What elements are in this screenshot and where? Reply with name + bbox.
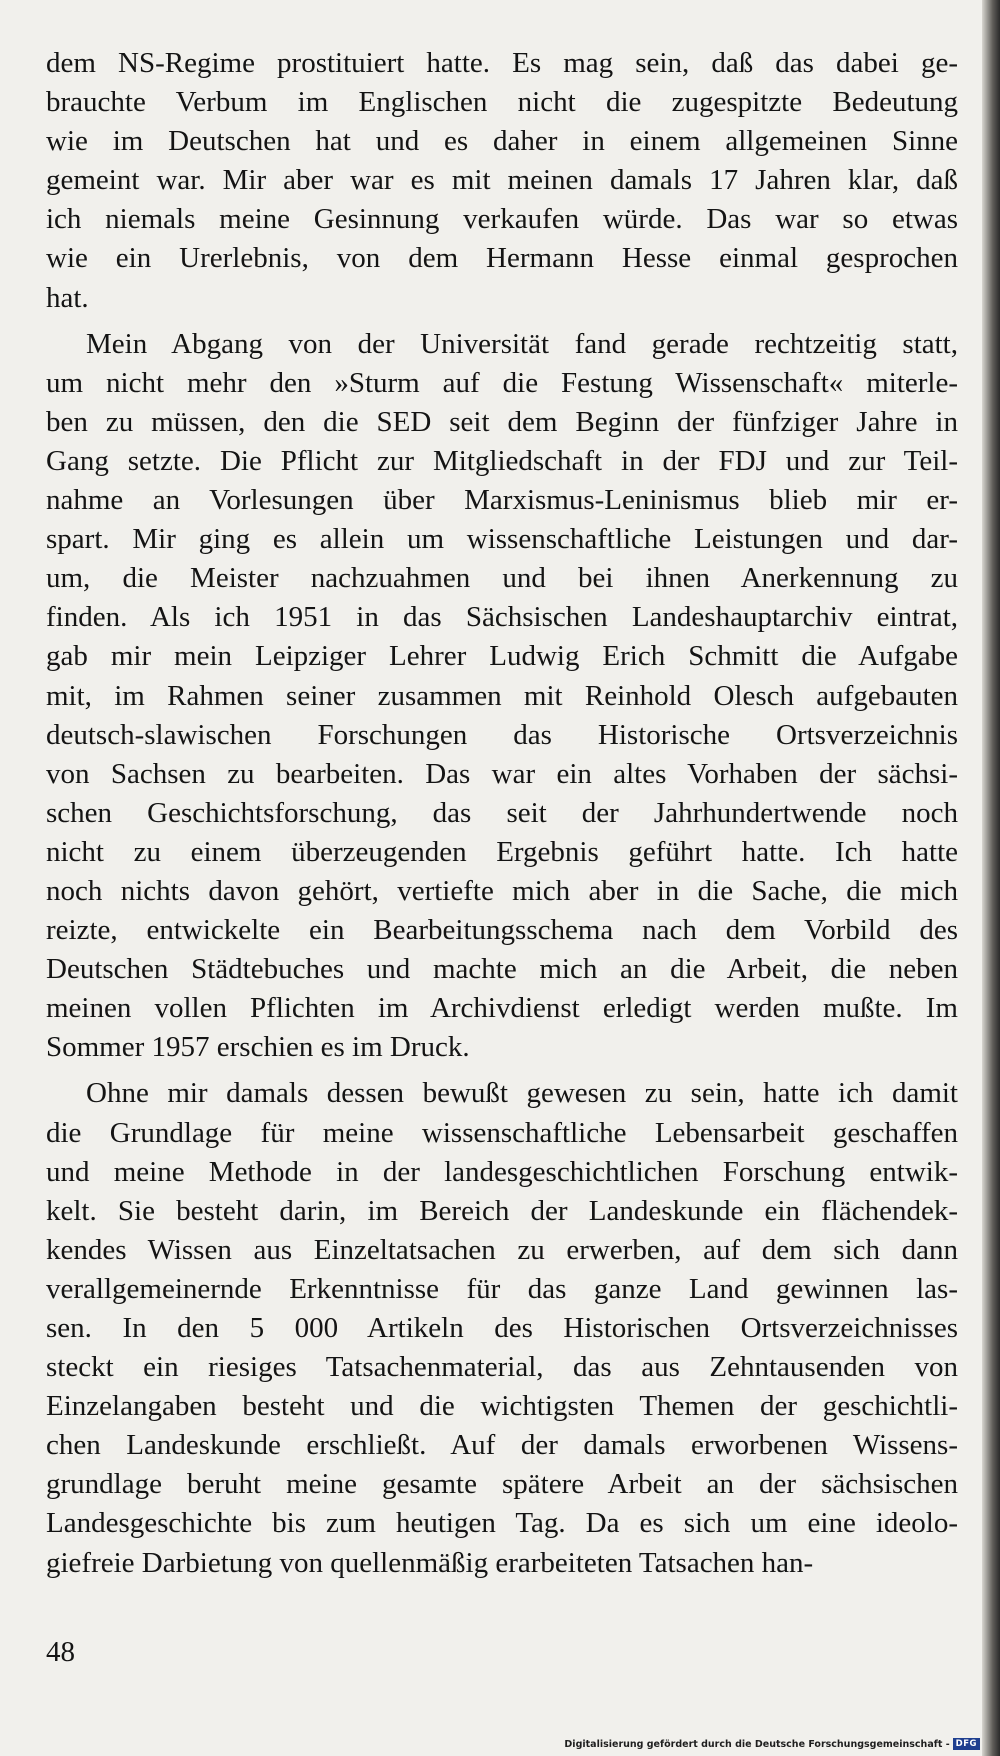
text-line: meinen vollen Pflichten im Archivdienst erledigt werden mußte. Im xyxy=(46,992,958,1025)
text-line: sen. In den 5 000 Artikeln des Historischen Ortsverzeichnisses xyxy=(46,1312,958,1344)
text-line: hat. xyxy=(46,281,89,314)
text-line: um nicht mehr den »Sturm auf die Festung Wissenschaft« miterle- xyxy=(46,366,958,399)
text-line: verallgemeinernde Erkenntnisse für das ganze Land gewinnen las- xyxy=(46,1272,958,1305)
text-line: ben zu müssen, den die SED seit dem Beginn der fünfziger Jahre in xyxy=(46,405,958,438)
text-line: nicht zu einem überzeugenden Ergebnis geführt hatte. Ich hatte xyxy=(46,835,958,868)
dfg-logo: DFG xyxy=(953,1738,980,1750)
paragraph xyxy=(46,1074,958,1582)
text-line: ich niemals meine Gesinnung verkaufen würde. Das war so etwas xyxy=(46,203,958,236)
text-line: chen Landeskunde erschließt. Auf der damals erworbenen Wissens- xyxy=(46,1429,958,1462)
text-line: reizte, entwickelte ein Bearbeitungsschema nach dem Vorbild des xyxy=(46,914,958,947)
text-line: um, die Meister nachzuahmen und bei ihnen Anerkennung zu xyxy=(46,562,958,595)
paragraph-gap xyxy=(46,318,958,325)
text-line: giefreie Darbietung von quellenmäßig erarbeiteten Tatsachen han- xyxy=(46,1546,814,1579)
text-line: schen Geschichtsforschung, das seit der Jahrhundertwende noch xyxy=(46,796,958,829)
text-line: brauchte Verbum im Englischen nicht die zugespitzte Bedeutung xyxy=(46,86,958,119)
text-line: wie ein Urerlebnis, von dem Hermann Hesse einmal gesprochen xyxy=(46,242,958,275)
paragraph xyxy=(46,44,958,318)
paragraph xyxy=(46,325,958,1068)
paragraph-gap xyxy=(46,1067,958,1074)
credit-text: Digitalisierung gefördert durch die Deutsche Forschungsgemeinschaft - xyxy=(564,1738,950,1750)
text-line: finden. Als ich 1951 in das Sächsischen Landeshauptarchiv eintrat, xyxy=(46,601,958,634)
text-line: deutsch-slawischen Forschungen das Historische Ortsverzeichnis xyxy=(46,718,958,751)
text-line: dem NS-Regime prostituiert hatte. Es mag sein, daß das dabei ge- xyxy=(46,47,958,79)
text-line: kelt. Sie besteht darin, im Bereich der Landeskunde ein flächendek- xyxy=(46,1194,958,1227)
text-line: von Sachsen zu bearbeiten. Das war ein altes Vorhaben der sächsi- xyxy=(46,757,958,790)
text-line: die Grundlage für meine wissenschaftliche Lebensarbeit geschaffen xyxy=(46,1116,958,1149)
digitization-credit xyxy=(564,1738,980,1750)
text-body xyxy=(46,44,958,1583)
text-line: Landesgeschichte bis zum heutigen Tag. Da es sich um eine ideolo- xyxy=(46,1507,958,1540)
text-line: grundlage beruht meine gesamte spätere Arbeit an der sächsischen xyxy=(46,1468,958,1501)
text-line: steckt ein riesiges Tatsachenmaterial, das aus Zehntausenden von xyxy=(46,1351,958,1384)
text-line: noch nichts davon gehört, vertiefte mich aber in die Sache, die mich xyxy=(46,874,958,907)
text-line: Ohne mir damals dessen bewußt gewesen zu sein, hatte ich damit xyxy=(86,1077,958,1110)
text-line: spart. Mir ging es allein um wissenschaftliche Leistungen und dar- xyxy=(46,523,958,556)
page-number: 48 xyxy=(46,1636,75,1668)
text-line: Mein Abgang von der Universität fand gerade rechtzeitig statt, xyxy=(86,327,958,360)
text-line: mit, im Rahmen seiner zusammen mit Reinhold Olesch aufgebauten xyxy=(46,679,958,712)
page-edge-shadow xyxy=(982,0,1000,1756)
text-line: wie im Deutschen hat und es daher in einem allgemeinen Sinne xyxy=(46,125,958,158)
text-line: Einzelangaben besteht und die wichtigsten Themen der geschichtli- xyxy=(46,1390,958,1423)
text-line: Sommer 1957 erschien es im Druck. xyxy=(46,1031,470,1064)
text-line: gemeint war. Mir aber war es mit meinen damals 17 Jahren klar, daß xyxy=(46,164,958,197)
text-line: kendes Wissen aus Einzeltatsachen zu erwerben, auf dem sich dann xyxy=(46,1233,958,1266)
text-line: Deutschen Städtebuches und machte mich an die Arbeit, die neben xyxy=(46,953,958,986)
text-line: und meine Methode in der landesgeschichtlichen Forschung entwik- xyxy=(46,1155,958,1188)
text-line: Gang setzte. Die Pflicht zur Mitgliedschaft in der FDJ und zur Teil- xyxy=(46,444,958,477)
text-line: gab mir mein Leipziger Lehrer Ludwig Erich Schmitt die Aufgabe xyxy=(46,640,958,673)
text-line: nahme an Vorlesungen über Marxismus-Leninismus blieb mir er- xyxy=(46,484,958,517)
